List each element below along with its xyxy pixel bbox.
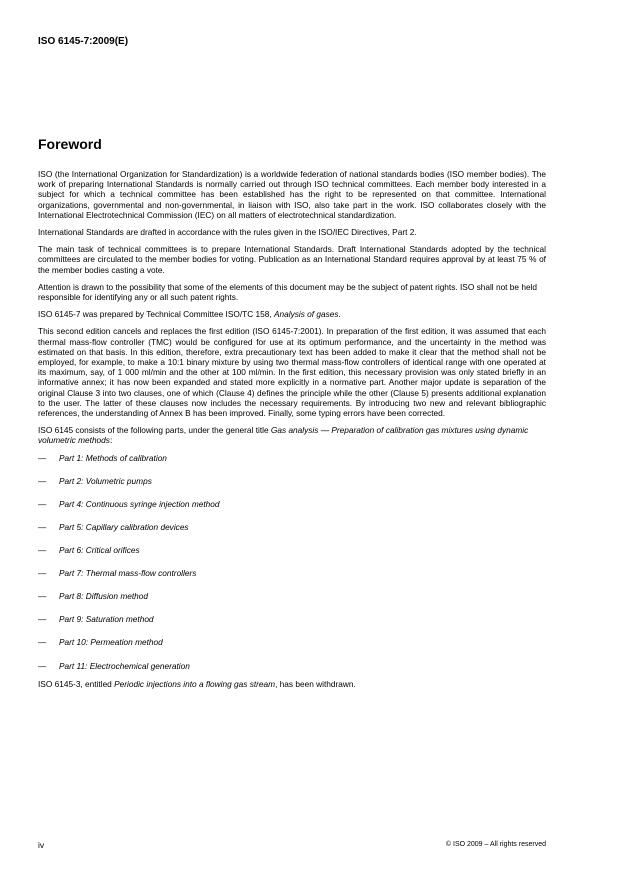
dash-bullet: — [38, 637, 47, 648]
paragraph-edition-changes: This second edition cancels and replaces the first edition (ISO 6145-7:2001). In preparation of the first edition, it was assumed that each thermal mass-flow controller (TMC) would be configured for use at its optimum performance, and the uncertainty in the method was estimated on that basis. In this edition, therefore, extra precautionary text has been added to make it clear that the method shall not be employed, for example, to make a 10:1 binary mixture by using two thermal mass-flow controllers of identical range with one operated at its maximum, say, of 1 000 ml/min and the other at 100 ml/min. In the first edition, this necessary provision was only stated briefly in an informative annex; it has now been expanded and stated more explicitly in a normative part. Another major update is separation of the original Clause 3 into two clauses, one of which (Clause 4) defines the principle while the other (Clause 5) presents additional explanation to the user. The latter of these clauses now includes the necessary requirements. By introducing two new and relevant bibliographic references, the understanding of Annex B has been improved. Finally, some typing errors have been corrected. [38, 326, 546, 419]
parts-list [38, 453, 546, 671]
dash-bullet: — [38, 545, 47, 556]
withdrawn-title: Periodic injections into a flowing gas stream [114, 678, 276, 689]
paragraph-withdrawn [38, 679, 546, 689]
list-item [38, 661, 546, 671]
prepared-by-end: . [338, 309, 341, 320]
document-code: ISO 6145-7:2009(E) [38, 36, 129, 47]
paragraph-iso-intro: ISO (the International Organization for Standardization) is a worldwide federation of national standards bodies (ISO member bodies). The work of preparing International Standards is normally carried out through ISO technical committees. Each member body interested in a subject for which a technical committee has been established has the right to be represented on that committee. International organizations, governmental and non-governmental, in liaison with ISO, also take part in the work. ISO collaborates closely with the International Electrotechnical Commission (IEC) on all matters of electrotechnical standardization. [38, 169, 546, 220]
part-title: Part 8: Diffusion method [59, 591, 149, 602]
list-item [38, 453, 546, 463]
paragraph-prepared-by [38, 309, 546, 319]
page-number: iv [38, 840, 45, 850]
dash-bullet: — [38, 614, 47, 625]
committee-subject: Analysis of gases [273, 309, 339, 320]
part-title: Part 4: Continuous syringe injection method [59, 498, 220, 509]
part-title: Part 11: Electrochemical generation [59, 660, 190, 671]
paragraph-parts-intro [38, 425, 546, 445]
dash-bullet: — [38, 660, 47, 671]
dash-bullet: — [38, 521, 47, 532]
part-title: Part 7: Thermal mass-flow controllers [59, 568, 197, 579]
dash-bullet: — [38, 452, 47, 463]
list-item [38, 545, 546, 555]
dash-bullet: — [38, 498, 47, 509]
part-title: Part 1: Methods of calibration [59, 452, 167, 463]
parts-intro-end: : [109, 435, 113, 446]
withdrawn-text: ISO 6145-3, entitled [38, 678, 115, 689]
list-item [38, 476, 546, 486]
withdrawn-end: , has been withdrawn. [275, 678, 356, 689]
part-title: Part 6: Critical orifices [59, 545, 140, 556]
paragraph-committees: The main task of technical committees is to prepare International Standards. Draft International Standards adopted by the technical committees are circulated to the member bodies for voting. Publication as an International Standard requires approval by at least 75 % of the member bodies casting a vote. [38, 244, 546, 275]
list-item [38, 522, 546, 532]
list-item [38, 637, 546, 647]
list-item [38, 614, 546, 624]
copyright-notice: © ISO 2009 – All rights reserved [445, 841, 546, 848]
list-item [38, 499, 546, 509]
general-title: Gas analysis — Preparation of calibration gas mixtures using dynamic volumetric methods [38, 425, 529, 446]
paragraph-directives: International Standards are drafted in accordance with the rules given in the ISO/IEC Directives, Part 2. [38, 227, 417, 238]
prepared-by-text: ISO 6145-7 was prepared by Technical Committee ISO/TC 158, [38, 309, 274, 320]
paragraph-patent: Attention is drawn to the possibility that some of the elements of this document may be the subject of patent rights. ISO shall not be held responsible for identifying any or all such patent rights. [38, 281, 538, 303]
dash-bullet: — [38, 475, 47, 486]
foreword-body [38, 169, 546, 696]
parts-intro-text: ISO 6145 consists of the following parts, under the general title [38, 425, 271, 436]
dash-bullet: — [38, 591, 47, 602]
part-title: Part 10: Permeation method [59, 637, 163, 648]
list-item [38, 591, 546, 601]
part-title: Part 5: Capillary calibration devices [59, 521, 189, 532]
dash-bullet: — [38, 568, 47, 579]
part-title: Part 2: Volumetric pumps [59, 475, 152, 486]
page-title: Foreword [38, 136, 102, 152]
part-title: Part 9: Saturation method [59, 614, 154, 625]
list-item [38, 568, 546, 578]
